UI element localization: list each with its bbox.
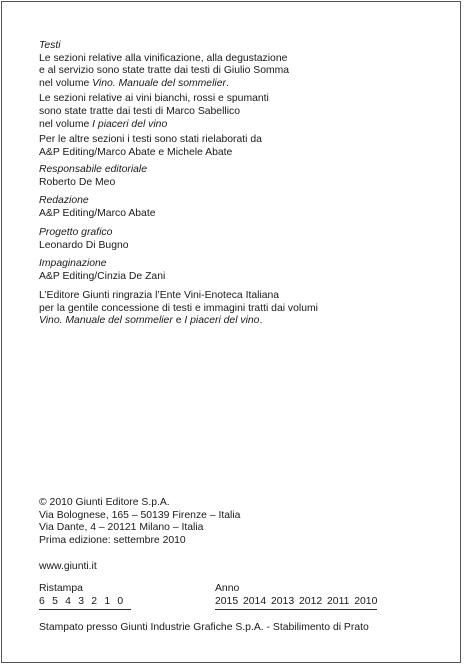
- book-title: Vino. Manuale del sommelier: [92, 77, 226, 89]
- acknowledgement-line: [39, 315, 318, 328]
- text-fragment: nel volume: [39, 118, 93, 130]
- book-title: I piaceri del vino: [92, 118, 168, 130]
- reprint-years: 2015 2014 2013 2012 2011 2010: [215, 596, 378, 607]
- texts-paragraph-1: [39, 53, 289, 91]
- graphic-design-name: Leonardo Di Bugno: [39, 239, 129, 251]
- text-fragment: nel volume: [39, 77, 93, 89]
- editorial-staff-name: A&P Editing/Marco Abate: [39, 207, 156, 219]
- editorial-staff-section: [39, 195, 155, 220]
- acknowledgements: [39, 290, 318, 328]
- reprint-rule: [39, 609, 131, 610]
- year-label: Anno: [215, 583, 240, 594]
- graphic-design-heading: Progetto grafico: [39, 227, 113, 238]
- texts-paragraph-2: [39, 93, 289, 131]
- printer-line: Stampato presso Giunti Industrie Grafiche S.p.A. - Stabilimento di Prato: [39, 622, 369, 633]
- text-fragment: e: [172, 315, 185, 327]
- book-title: I piaceri del vino: [184, 315, 260, 327]
- credits-texts-section: [39, 40, 289, 159]
- year-rule: [215, 609, 377, 610]
- address-florence: Via Bolognese, 165 – 50139 Firenze – Italia: [39, 509, 241, 521]
- texts-paragraph-3: [39, 134, 289, 159]
- book-title: Vino. Manuale del sommelier: [39, 315, 173, 327]
- layout-heading: Impaginazione: [39, 258, 107, 269]
- copyright-line: © 2010 Giunti Editore S.p.A.: [39, 497, 170, 508]
- text-line: sono state tratte dai testi di Marco Sabellico: [39, 105, 240, 117]
- text-line: e al servizio sono state tratte dai testi di Giulio Somma: [39, 65, 290, 77]
- editorial-staff-heading: Redazione: [39, 195, 89, 206]
- editor-in-chief-section: [39, 164, 147, 189]
- layout-section: [39, 258, 165, 283]
- text-fragment: .: [259, 315, 263, 327]
- address-milan: Via Dante, 4 – 20121 Milano – Italia: [39, 522, 204, 534]
- reprint-numbers: 6 5 4 3 2 1 0: [39, 596, 126, 607]
- reprint-label: Ristampa: [39, 583, 83, 594]
- acknowledgement-line: per la gentile concessione di testi e immagini tratti dai volumi: [39, 302, 318, 314]
- text-fragment: .: [225, 77, 229, 89]
- copyright-block: [39, 497, 240, 547]
- first-edition: Prima edizione: settembre 2010: [39, 534, 186, 546]
- text-line: Le sezioni relative alla vinificazione, alla degustazione: [39, 52, 288, 64]
- texts-heading: Testi: [39, 40, 61, 51]
- layout-name: A&P Editing/Cinzia De Zani: [39, 270, 166, 282]
- editor-in-chief-name: Roberto De Meo: [39, 176, 116, 188]
- text-line: Le sezioni relative ai vini bianchi, rossi e spumanti: [39, 93, 269, 105]
- website: www.giunti.it: [39, 561, 97, 572]
- editor-in-chief-heading: Responsabile editoriale: [39, 164, 148, 175]
- text-line: [39, 78, 289, 91]
- acknowledgement-line: L’Editore Giunti ringrazia l’Ente Vini-Enoteca Italiana: [39, 290, 280, 301]
- text-line: A&P Editing/Marco Abate e Michele Abate: [39, 146, 233, 158]
- text-line: Per le altre sezioni i testi sono stati rielaborati da: [39, 134, 262, 146]
- graphic-design-section: [39, 227, 129, 252]
- text-line: [39, 119, 289, 132]
